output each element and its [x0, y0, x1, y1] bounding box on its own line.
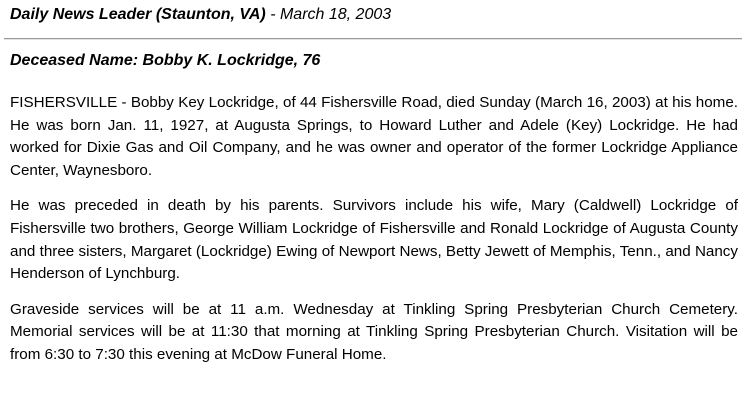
newspaper-header — [10, 5, 391, 25]
newspaper-name: Daily News Leader (Staunton, VA) — [10, 6, 266, 23]
header-divider — [4, 38, 742, 40]
deceased-name-heading: Deceased Name: Bobby K. Lockridge, 76 — [10, 52, 321, 69]
obituary-paragraph-3: Graveside services will be at 11 a.m. Wednesday at Tinkling Spring Presbyterian Church Cemetery. Memorial services will be at 11:30 that morning at Tinkling Spring Presbyterian Church. Visitation will be from 6:30 to 7:30 this evening at McDow Funeral Home. — [10, 300, 738, 363]
obituary-paragraph-2: He was preceded in death by his parents. Survivors include his wife, Mary (Caldwell) Lockridge of Fishersville two brothers, George William Lockridge of Fishersville and Ronald Lockridge of Augusta County and three sisters, Margaret (Lockridge) Ewing of Newport News, Betty Jewett of Memphis, Tenn., and Nancy Henderson of Lynchburg. — [10, 197, 738, 283]
header-separator: - — [265, 6, 280, 23]
obituary-paragraph-1: FISHERSVILLE - Bobby Key Lockridge, of 44 Fishersville Road, died Sunday (March 16, 2003) at his home. He was born Jan. 11, 1927, at Augusta Springs, to Howard Luther and Adele (Key) Lockridge. He had worked for Dixie Gas and Oil Company, and he was owner and operator of the former Lockridge Appliance Center, Waynesboro. — [10, 94, 738, 179]
obituary-body — [10, 92, 738, 380]
publication-date: March 18, 2003 — [279, 6, 392, 23]
